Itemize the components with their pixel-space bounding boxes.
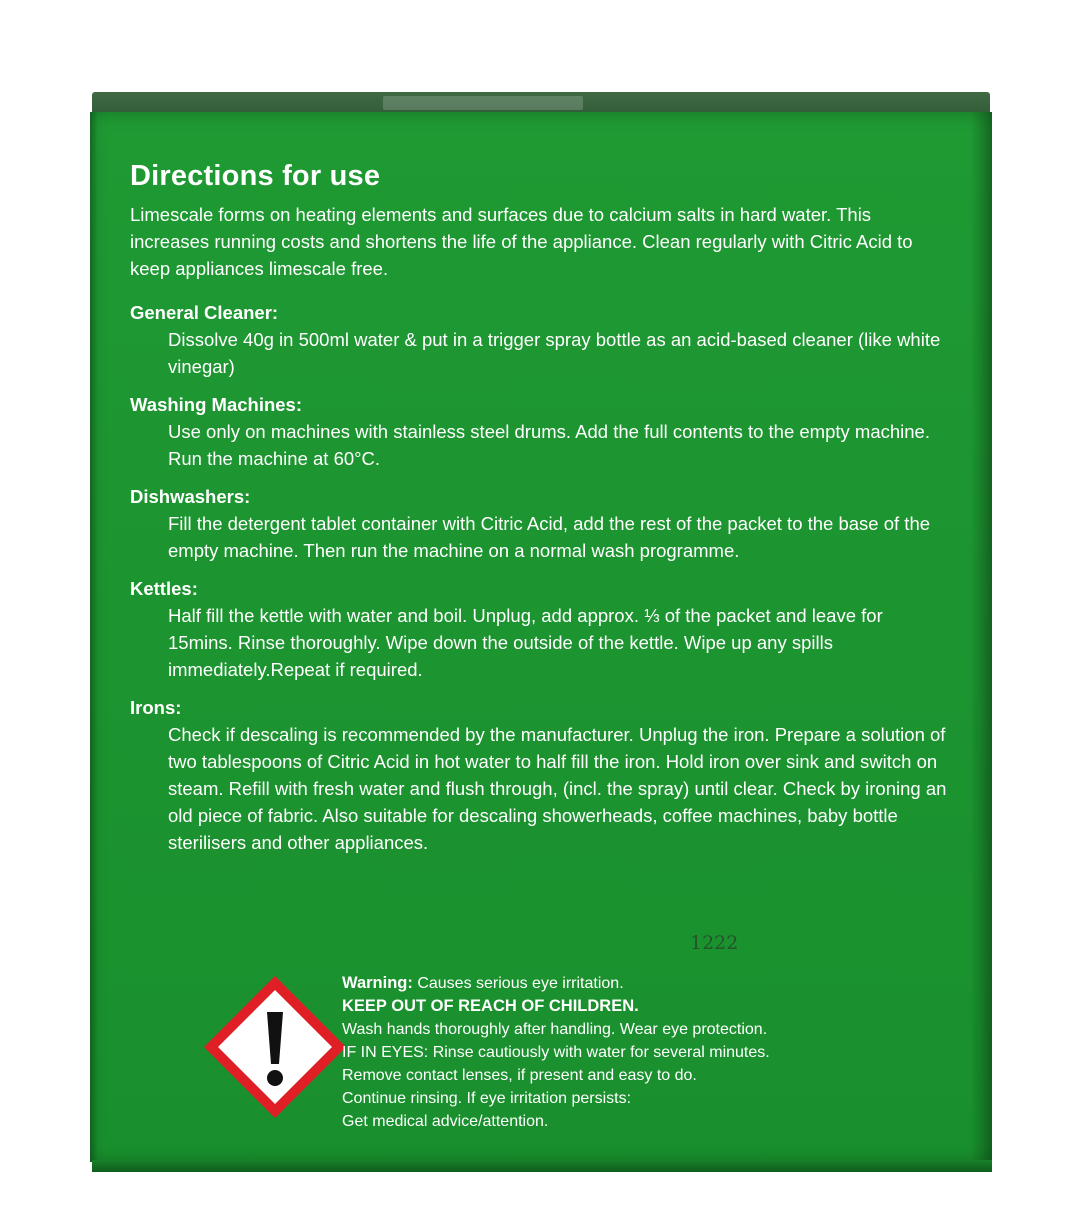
- section-title: Irons:: [130, 697, 182, 718]
- product-box-back: [90, 112, 992, 1162]
- box-left-shading: [90, 112, 98, 1162]
- section-kettles: [130, 576, 950, 683]
- precaution-line: Get medical advice/attention.: [342, 1113, 549, 1130]
- section-title: Kettles:: [130, 578, 198, 599]
- precaution-line: Wash hands thoroughly after handling. Wear eye protection.: [342, 1021, 768, 1038]
- batch-stamp: 1222: [690, 932, 739, 954]
- box-bottom-edge: [92, 1160, 992, 1172]
- warning-line: [342, 972, 982, 995]
- warning-statement: Causes serious eye irritation.: [417, 975, 624, 992]
- warning-label: Warning:: [342, 974, 413, 992]
- precaution-line: Continue rinsing. If eye irritation persists:: [342, 1090, 632, 1107]
- box-top-print: [383, 96, 583, 110]
- section-general-cleaner: [130, 300, 950, 380]
- section-body: Check if descaling is recommended by the manufacturer. Unplug the iron. Prepare a solution of two tablespoons of Citric Acid in hot water to half fill the iron. Hold iron over sink and switch on steam. Refill with fresh water and flush through, (incl. the spray) until clear. Check by ironing an old piece of fabric. Also suitable for descaling showerheads, coffee machines, baby bottle sterilisers and other appliances.: [168, 724, 947, 853]
- intro-paragraph: Limescale forms on heating elements and surfaces due to calcium salts in hard water. This increases running costs and shortens the life of the appliance. Clean regularly with Citric Acid to keep appliances limescale free.: [130, 204, 913, 279]
- section-title: Dishwashers:: [130, 486, 251, 507]
- directions-panel: [130, 160, 950, 868]
- section-body: Half fill the kettle with water and boil. Unplug, add approx. ⅓ of the packet and leave for 15mins. Rinse thoroughly. Wipe down the outside of the kettle. Wipe up any spills immediately.Repeat if required.: [168, 605, 883, 680]
- section-washing-machines: [130, 392, 950, 472]
- section-body: Fill the detergent tablet container with Citric Acid, add the rest of the packet to the base of the empty machine. Then run the machine on a normal wash programme.: [168, 513, 931, 561]
- section-irons: [130, 695, 950, 856]
- exclamation-hazard-icon: [200, 972, 350, 1122]
- precaution-line: Remove contact lenses, if present and easy to do.: [342, 1067, 697, 1084]
- directions-heading: Directions for use: [130, 160, 381, 192]
- warning-block: [190, 972, 970, 1152]
- section-title: General Cleaner:: [130, 302, 279, 323]
- section-body: Use only on machines with stainless steel drums. Add the full contents to the empty machine. Run the machine at 60°C.: [168, 421, 930, 469]
- section-body: Dissolve 40g in 500ml water & put in a trigger spray bottle as an acid-based cleaner (like white vinegar): [168, 329, 941, 377]
- precaution-line: IF IN EYES: Rinse cautiously with water for several minutes.: [342, 1044, 770, 1061]
- section-title: Washing Machines:: [130, 394, 303, 415]
- section-dishwashers: [130, 484, 950, 564]
- warning-text: [342, 972, 982, 1133]
- keep-out-notice: KEEP OUT OF REACH OF CHILDREN.: [342, 997, 639, 1015]
